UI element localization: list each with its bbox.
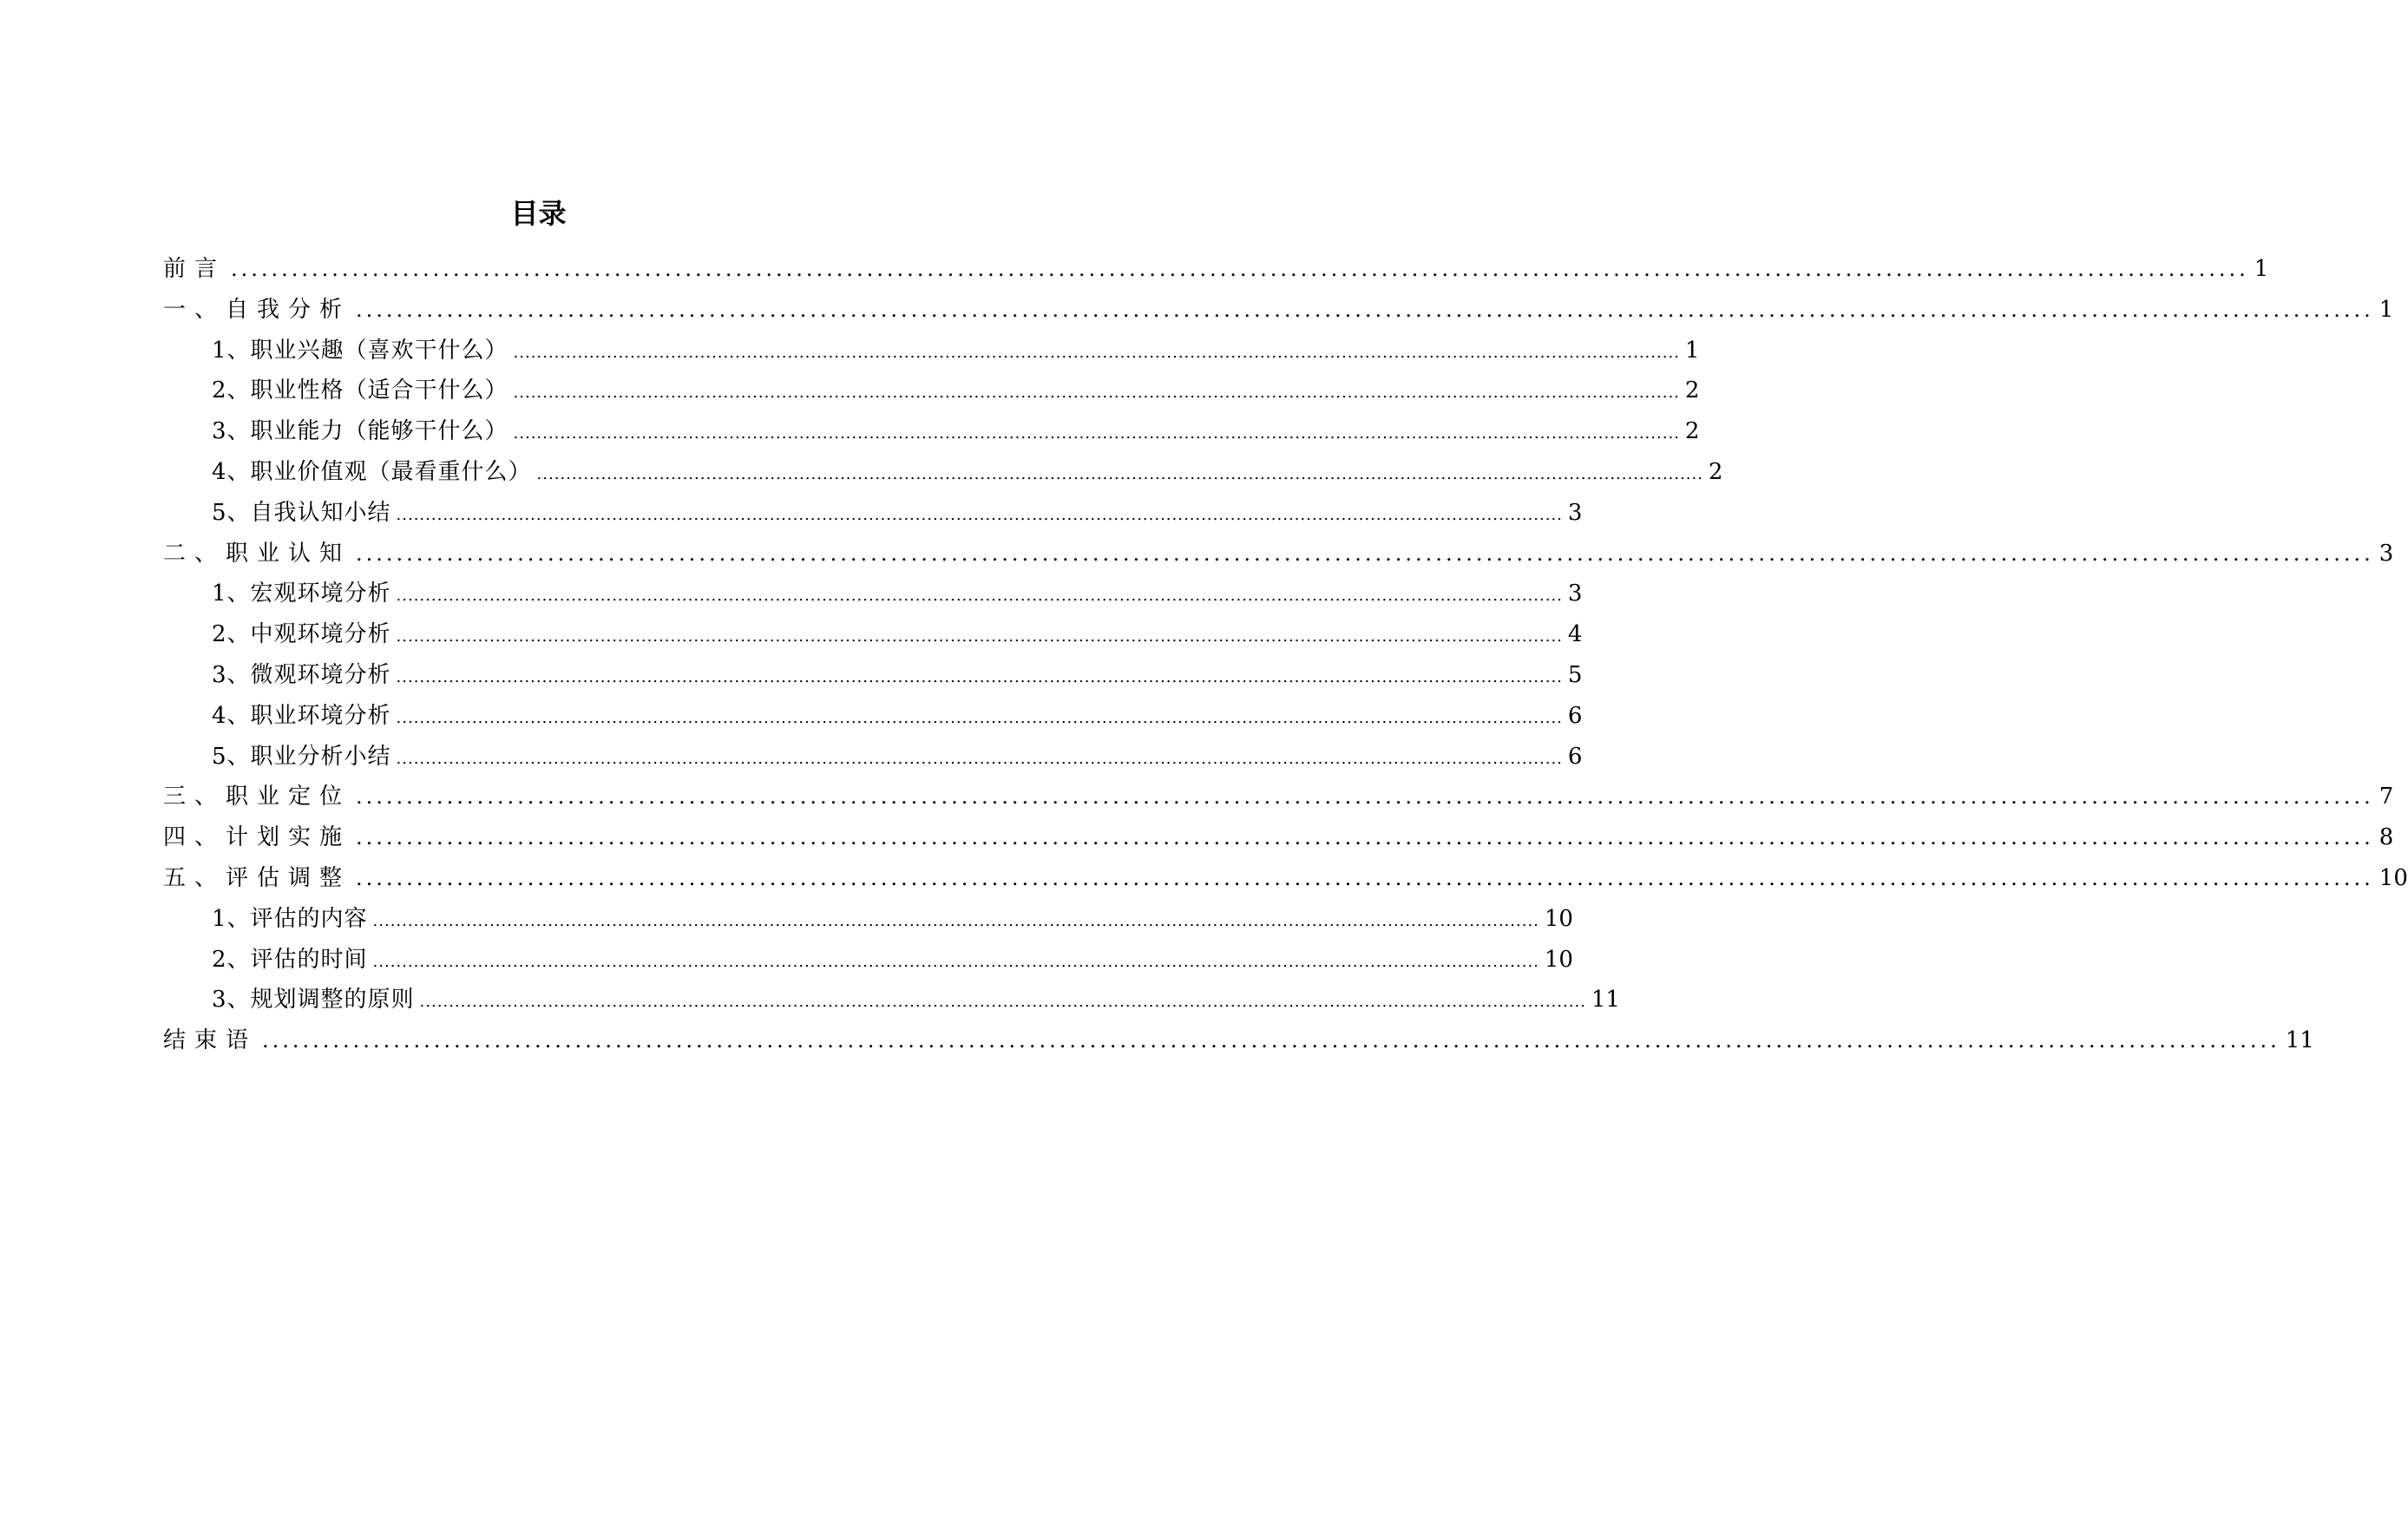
toc-entry[interactable] xyxy=(212,576,1583,611)
toc-entry-label: 2、职业性格（适合干什么） xyxy=(212,377,509,404)
toc-dot-leader: ........................................................................................................................................................................................................ xyxy=(356,297,2374,322)
toc-entry[interactable] xyxy=(212,455,1723,489)
toc-dot-leader: ........................................................................................................................................................................................................ xyxy=(262,1028,2280,1053)
toc-entry[interactable] xyxy=(163,252,2269,286)
toc-dot-leader: ........................................................................................................................................................................................................ xyxy=(372,911,1539,930)
toc-dot-leader: ........................................................................................................................................................................................................ xyxy=(513,384,1680,403)
toc-entry-page-number: 3 xyxy=(1567,499,1583,526)
toc-entry-label: 五、评估调整 xyxy=(163,865,351,891)
toc-entry-label: 一、自我分析 xyxy=(163,296,351,323)
toc-entry-label: 1、评估的内容 xyxy=(212,905,368,932)
toc-entry[interactable] xyxy=(212,739,1583,774)
toc-entry-page-number: 2 xyxy=(1708,459,1723,485)
toc-entry-page-number: 1 xyxy=(1684,337,1700,364)
toc-entry-label: 3、规划调整的原则 xyxy=(212,987,415,1014)
toc-entry-label: 5、自我认知小结 xyxy=(212,499,391,526)
toc-entry-label: 二、职业认知 xyxy=(163,540,351,567)
toc-entry[interactable] xyxy=(163,820,2394,855)
toc-dot-leader: ........................................................................................................................................................................................................ xyxy=(396,627,1563,646)
toc-dot-leader: ........................................................................................................................................................................................................ xyxy=(396,668,1563,686)
toc-entry[interactable] xyxy=(163,861,2408,895)
toc-dot-leader: ........................................................................................................................................................................................................ xyxy=(396,505,1563,524)
toc-entry-page-number: 6 xyxy=(1567,743,1583,770)
toc-entry-label: 4、职业环境分析 xyxy=(212,702,391,729)
toc-dot-leader: ........................................................................................................................................................................................................ xyxy=(231,257,2249,281)
toc-dot-leader: ........................................................................................................................................................................................................ xyxy=(419,993,1586,1012)
toc-entry-page-number: 2 xyxy=(1684,418,1700,445)
toc-entry-label: 2、评估的时间 xyxy=(212,946,368,973)
toc-entry-label: 四、计划实施 xyxy=(163,824,351,851)
toc-entry-page-number: 10 xyxy=(1544,946,1573,973)
toc-entry-page-number: 6 xyxy=(1567,702,1583,729)
toc-entry[interactable] xyxy=(212,333,1700,368)
toc-entry[interactable] xyxy=(212,902,1573,936)
toc-dot-leader: ........................................................................................................................................................................................................ xyxy=(536,465,1703,483)
toc-entry-page-number: 5 xyxy=(1567,662,1583,688)
toc-entry[interactable] xyxy=(212,373,1700,408)
toc-entry[interactable] xyxy=(163,292,2394,327)
toc-entry-page-number: 2 xyxy=(1684,377,1700,404)
toc-entry-label: 5、职业分析小结 xyxy=(212,743,391,770)
toc-entry-label: 3、微观环境分析 xyxy=(212,662,391,688)
toc-entry-page-number: 10 xyxy=(1544,905,1573,932)
toc-entry[interactable] xyxy=(212,699,1583,733)
toc-entry[interactable] xyxy=(212,658,1583,692)
toc-entry[interactable] xyxy=(212,617,1583,652)
toc-dot-leader: ........................................................................................................................................................................................................ xyxy=(356,784,2374,810)
toc-entry-page-number: 7 xyxy=(2378,784,2394,810)
toc-entry-page-number: 11 xyxy=(2285,1027,2314,1054)
toc-dot-leader: ........................................................................................................................................................................................................ xyxy=(396,708,1563,727)
toc-entry-page-number: 4 xyxy=(1567,621,1583,648)
toc-entry[interactable] xyxy=(212,495,1583,530)
toc-dot-leader: ........................................................................................................................................................................................................ xyxy=(356,825,2374,850)
toc-dot-leader: ........................................................................................................................................................................................................ xyxy=(372,952,1539,971)
toc-dot-leader: ........................................................................................................................................................................................................ xyxy=(356,866,2374,890)
toc-entry-label: 前言 xyxy=(163,256,226,282)
toc-entry[interactable] xyxy=(212,982,1620,1017)
toc-entry-label: 4、职业价值观（最看重什么） xyxy=(212,459,532,485)
toc-entry-page-number: 10 xyxy=(2378,865,2408,891)
toc-dot-leader: ........................................................................................................................................................................................................ xyxy=(356,541,2374,566)
toc-entry-page-number: 1 xyxy=(2378,296,2394,323)
toc-entry-page-number: 8 xyxy=(2378,824,2394,851)
toc-entry[interactable] xyxy=(163,536,2394,571)
toc-entry-label: 结束语 xyxy=(163,1027,258,1054)
toc-dot-leader: ........................................................................................................................................................................................................ xyxy=(513,424,1680,443)
toc-entry-page-number: 3 xyxy=(2378,540,2394,567)
toc-entry-label: 三、职业定位 xyxy=(163,784,351,810)
toc-entry-page-number: 11 xyxy=(1591,987,1620,1014)
toc-dot-leader: ........................................................................................................................................................................................................ xyxy=(396,587,1563,606)
toc-entry[interactable] xyxy=(212,414,1700,449)
toc-dot-leader: ........................................................................................................................................................................................................ xyxy=(513,343,1680,362)
toc-title: 目录 xyxy=(510,197,567,230)
toc-entry[interactable] xyxy=(163,1023,2314,1058)
toc-entry-page-number: 3 xyxy=(1567,581,1583,607)
toc-entry[interactable] xyxy=(163,779,2394,814)
toc-entry-label: 1、宏观环境分析 xyxy=(212,581,391,607)
toc-entry-label: 1、职业兴趣（喜欢干什么） xyxy=(212,337,509,364)
toc-entry-label: 2、中观环境分析 xyxy=(212,621,391,648)
toc-entry[interactable] xyxy=(212,942,1573,977)
toc-entry-label: 3、职业能力（能够干什么） xyxy=(212,418,509,445)
toc-entry-page-number: 1 xyxy=(2254,256,2269,282)
toc-dot-leader: ........................................................................................................................................................................................................ xyxy=(396,749,1563,768)
